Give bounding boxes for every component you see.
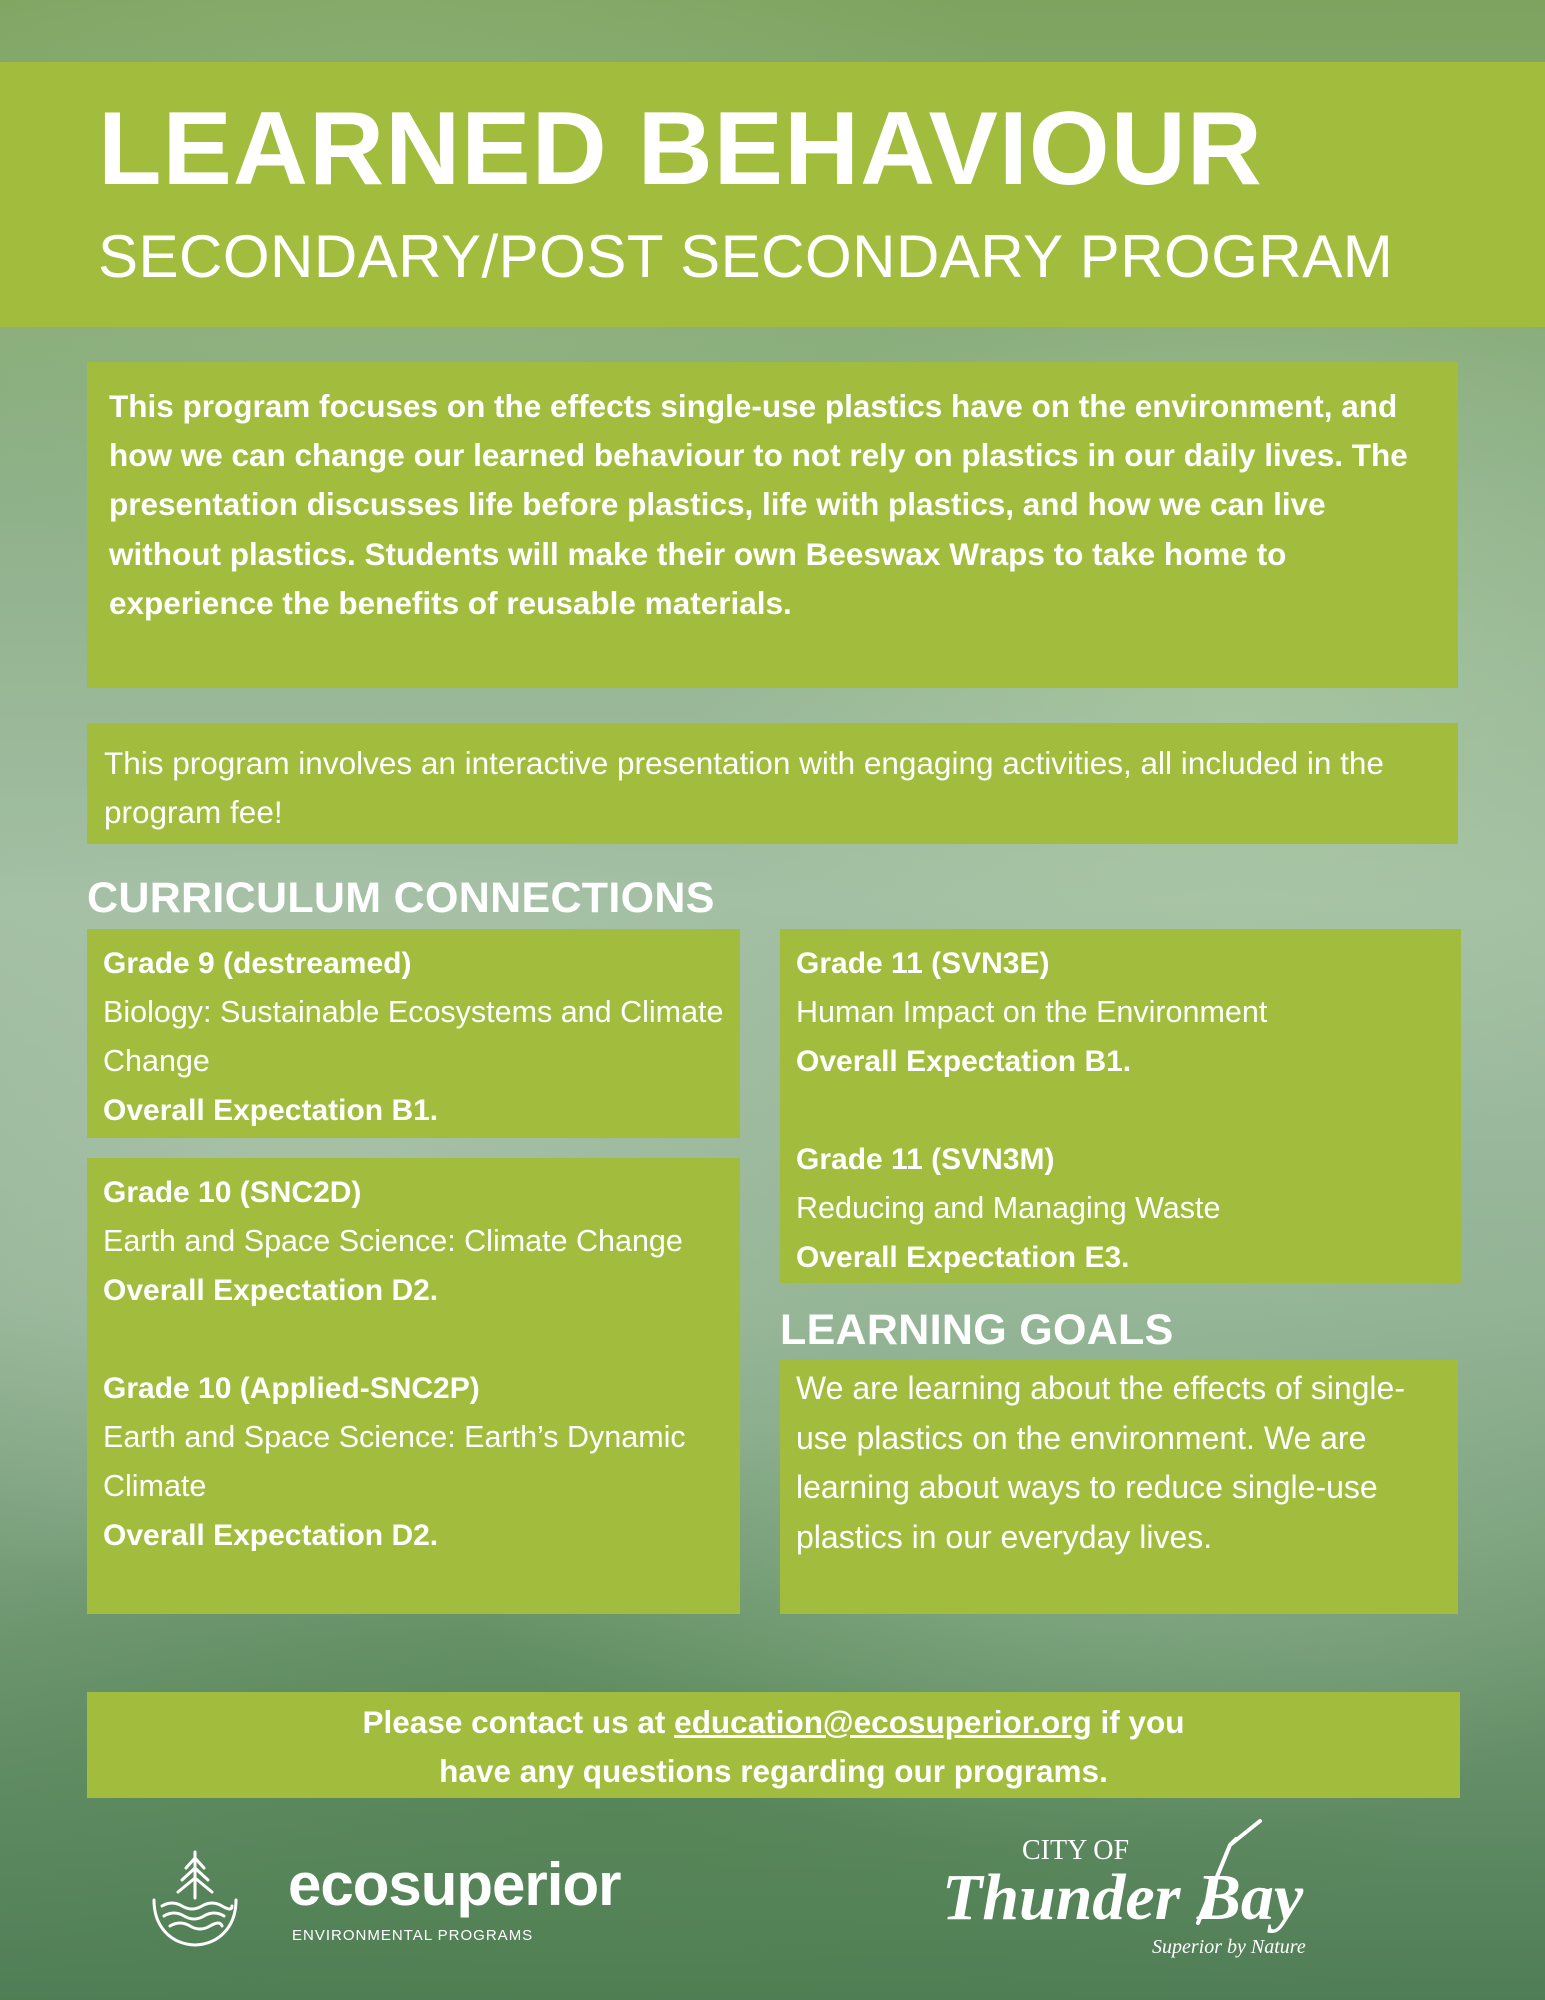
grade10-topic: Earth and Space Science: Climate Change <box>103 1224 683 1258</box>
spacer <box>796 1086 1445 1135</box>
contact-panel <box>87 1692 1460 1798</box>
contact-line-2: have any questions regarding our programs. <box>439 1752 1108 1789</box>
contact-line-1 <box>87 1698 1460 1747</box>
learning-goals-box <box>780 1360 1458 1614</box>
ecosuperior-tagline: ENVIRONMENTAL PROGRAMS <box>292 1927 534 1944</box>
page-subtitle: SECONDARY/POST SECONDARY PROGRAM <box>98 223 1394 290</box>
learning-goals-heading: LEARNING GOALS <box>780 1306 1174 1354</box>
spacer <box>103 1315 724 1364</box>
grade10-applied-topic: Earth and Space Science: Earth’s Dynamic Climate <box>103 1420 686 1503</box>
grade9-topic: Biology: Sustainable Ecosystems and Climate Change <box>103 995 724 1078</box>
contact-suffix: if you <box>1091 1704 1185 1740</box>
grade11-svn3e-title: Grade 11 (SVN3E) <box>796 947 1050 980</box>
grade10-box <box>87 1158 740 1614</box>
city-of-text: CITY OF <box>1022 1835 1130 1866</box>
grade10-applied-expectation: Overall Expectation D2. <box>103 1519 439 1552</box>
ecosuperior-logo-text: ecosuperior <box>288 1851 621 1918</box>
fee-note-text: This program involves an interactive presentation with engaging activities, all included in the program fee! <box>104 745 1384 830</box>
grade10-expectation: Overall Expectation D2. <box>103 1274 439 1307</box>
grade11-box <box>780 929 1461 1283</box>
grade11-svn3m-expectation: Overall Expectation E3. <box>796 1241 1130 1274</box>
intro-panel <box>87 362 1458 688</box>
contact-email-link[interactable]: education@ecosuperior.org <box>674 1704 1092 1740</box>
superior-by-nature-text: Superior by Nature <box>1152 1936 1306 1958</box>
grade9-expectation: Overall Expectation B1. <box>103 1094 439 1127</box>
grade11-svn3m-topic: Reducing and Managing Waste <box>796 1191 1221 1225</box>
grade10-title: Grade 10 (SNC2D) <box>103 1176 362 1209</box>
page-title: LEARNED BEHAVIOUR <box>98 91 1263 207</box>
grade9-box <box>87 929 740 1138</box>
learning-goals-text: We are learning about the effects of single-use plastics on the environment. We are learning about ways to reduce single-use plastics in our everyday lives. <box>796 1370 1405 1555</box>
grade11-svn3e-expectation: Overall Expectation B1. <box>796 1045 1132 1078</box>
contact-prefix: Please contact us at <box>362 1704 675 1740</box>
city-of-thunder-bay-logo <box>930 1815 1400 1965</box>
curriculum-heading: CURRICULUM CONNECTIONS <box>87 874 715 922</box>
thunder-bay-text: Thunder Bay <box>942 1861 1304 1934</box>
fee-note-panel <box>87 723 1458 844</box>
grade10-applied-title: Grade 10 (Applied-SNC2P) <box>103 1372 480 1405</box>
intro-text: This program focuses on the effects single-use plastics have on the environment, and how we can change our learned behaviour to not rely on plastics in our daily lives. The presentation discusses life before plastics, life with plastics, and how we can live without plastics. Students will make their own Beeswax Wraps to take home to experience the benefits of reusable materials. <box>109 388 1408 621</box>
grade9-title: Grade 9 (destreamed) <box>103 947 412 980</box>
grade11-svn3m-title: Grade 11 (SVN3M) <box>796 1143 1055 1176</box>
grade11-svn3e-topic: Human Impact on the Environment <box>796 995 1268 1029</box>
tree-waves-icon <box>150 1848 240 1948</box>
